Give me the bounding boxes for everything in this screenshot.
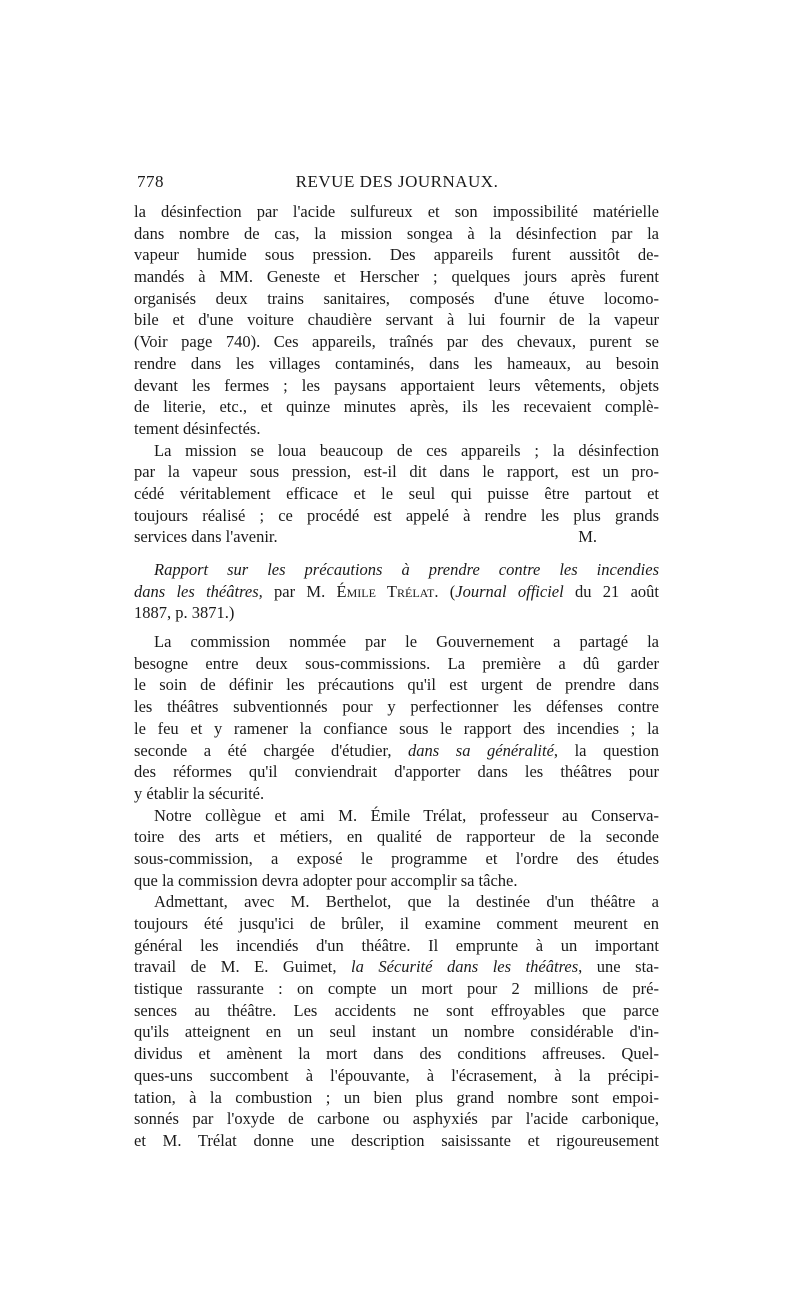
text-line: rendre dans les villages contaminés, dans les hameaux, au besoin — [134, 353, 659, 373]
line-text: travail de M. E. Guimet, — [134, 957, 352, 977]
text-line: que la commission devra adopter pour accomplir sa tâche. — [134, 870, 518, 890]
text-line: de literie, etc., et quinze minutes après, ils les recevaient complè- — [134, 397, 659, 417]
text-line: y établir la sécurité. — [134, 783, 265, 803]
line-text: seconde a été chargée d'étudier, — [134, 740, 409, 760]
text-line: sonnés par l'oxyde de carbone ou asphyxiés par l'acide carbonique, — [134, 1109, 659, 1129]
text-line: devant les fermes ; les paysans apportaient leurs vêtements, objets — [134, 375, 659, 395]
text-line: tement désinfectés. — [134, 418, 261, 438]
text-line: sous-commission, a exposé le programme et l'ordre des études — [134, 848, 659, 868]
text-line: La mission se loua beaucoup de ces appareils ; la désinfection — [154, 440, 659, 460]
text-line: toire des arts et métiers, en qualité de rapporteur de la seconde — [134, 827, 659, 847]
text-line: tation, à la combustion ; un bien plus grand nombre sont empoi- — [134, 1087, 659, 1107]
line-text: services dans l'avenir. — [134, 527, 278, 547]
text-line: cédé véritablement efficace et le seul qui puisse être partout et — [134, 483, 659, 503]
text-line — [134, 956, 659, 978]
text-line: vapeur humide sous pression. Des appareils furent aussitôt de- — [134, 245, 659, 265]
title-italic: dans les théâtres, — [134, 581, 263, 601]
text-line: la désinfection par l'acide sulfureux et son impossibilité matérielle — [134, 202, 659, 221]
text-line: le soin de définir les précautions qu'il est urgent de prendre dans — [134, 675, 659, 695]
text-line — [134, 526, 659, 548]
signature: M. — [578, 527, 597, 547]
text-line: qu'ils atteignent en un seul instant un nombre considérable d'in- — [134, 1022, 659, 1042]
author-name: Émile Trélat — [336, 581, 435, 601]
text-line: La commission nommée par le Gouvernement a partagé la — [154, 632, 659, 652]
text-line: mandés à MM. Geneste et Herscher ; quelques jours après furent — [134, 267, 659, 287]
text-line: toujours réalisé ; ce procédé est appelé à rendre les plus grands — [134, 505, 659, 525]
running-header — [137, 172, 657, 198]
journal-name: Journal officiel — [455, 581, 564, 601]
page-number: 778 — [137, 172, 164, 191]
line-italic: la Sécurité dans les théâtres — [351, 957, 579, 977]
article-title-line — [134, 581, 659, 603]
text-line: et M. Trélat donne une description saisissante et rigoureusement — [134, 1130, 659, 1150]
line-text: , la question — [553, 740, 659, 760]
text-line: ques-uns succombent à l'épouvante, à l'écrasement, à la précipi- — [134, 1065, 659, 1085]
title-sep: . ( — [434, 581, 456, 601]
title-by: par M. — [262, 581, 337, 601]
text-line: les théâtres subventionnés pour y perfectionner les défenses contre — [134, 697, 659, 717]
text-line: dividus et amènent la mort dans des conditions affreuses. Quel- — [134, 1044, 659, 1064]
line-text: , une sta- — [578, 957, 659, 977]
text-line: tistique rassurante : on compte un mort pour 2 millions de pré- — [134, 979, 659, 999]
text-line: besogne entre deux sous-commissions. La première a dû garder — [134, 653, 659, 673]
text-line: toujours été jusqu'ici de brûler, il examine comment meurent en — [134, 914, 659, 933]
text-line: dans nombre de cas, la mission songea à la désinfection par la — [134, 223, 659, 243]
text-line: le feu et y ramener la confiance sous le rapport des incendies ; la — [134, 718, 659, 738]
text-line — [134, 740, 659, 762]
line-italic: dans sa généralité — [408, 740, 554, 760]
text-line: bile et d'une voiture chaudière servant à lui fournir de la vapeur — [134, 310, 659, 330]
text-line: Notre collègue et ami M. Émile Trélat, professeur au Conserva- — [154, 805, 659, 825]
text-line: (Voir page 740). Ces appareils, traînés par des chevaux, purent se — [134, 332, 659, 352]
text-line: des réformes qu'il conviendrait d'apporter dans les théâtres pour — [134, 762, 659, 782]
text-line: organisés deux trains sanitaires, composés d'une étuve locomo- — [134, 288, 659, 308]
text-line: par la vapeur sous pression, est-il dit dans le rapport, est un pro- — [134, 462, 659, 482]
article-incendies-theatres — [134, 559, 659, 1152]
title-date: du 21 août — [563, 581, 659, 601]
article-title-line: 1887, p. 3871.) — [134, 603, 235, 623]
text-line: Admettant, avec M. Berthelot, que la destinée d'un théâtre a — [154, 892, 659, 912]
text-line: sences au théâtre. Les accidents ne sont effroyables que parce — [134, 1000, 659, 1020]
running-title: REVUE DES JOURNAUX. — [295, 172, 499, 191]
article-desinfection — [134, 201, 659, 548]
text-line: général les incendiés d'un théâtre. Il emprunte à un important — [134, 935, 659, 955]
article-title-line: Rapport sur les précautions à prendre contre les incendies — [154, 560, 659, 579]
